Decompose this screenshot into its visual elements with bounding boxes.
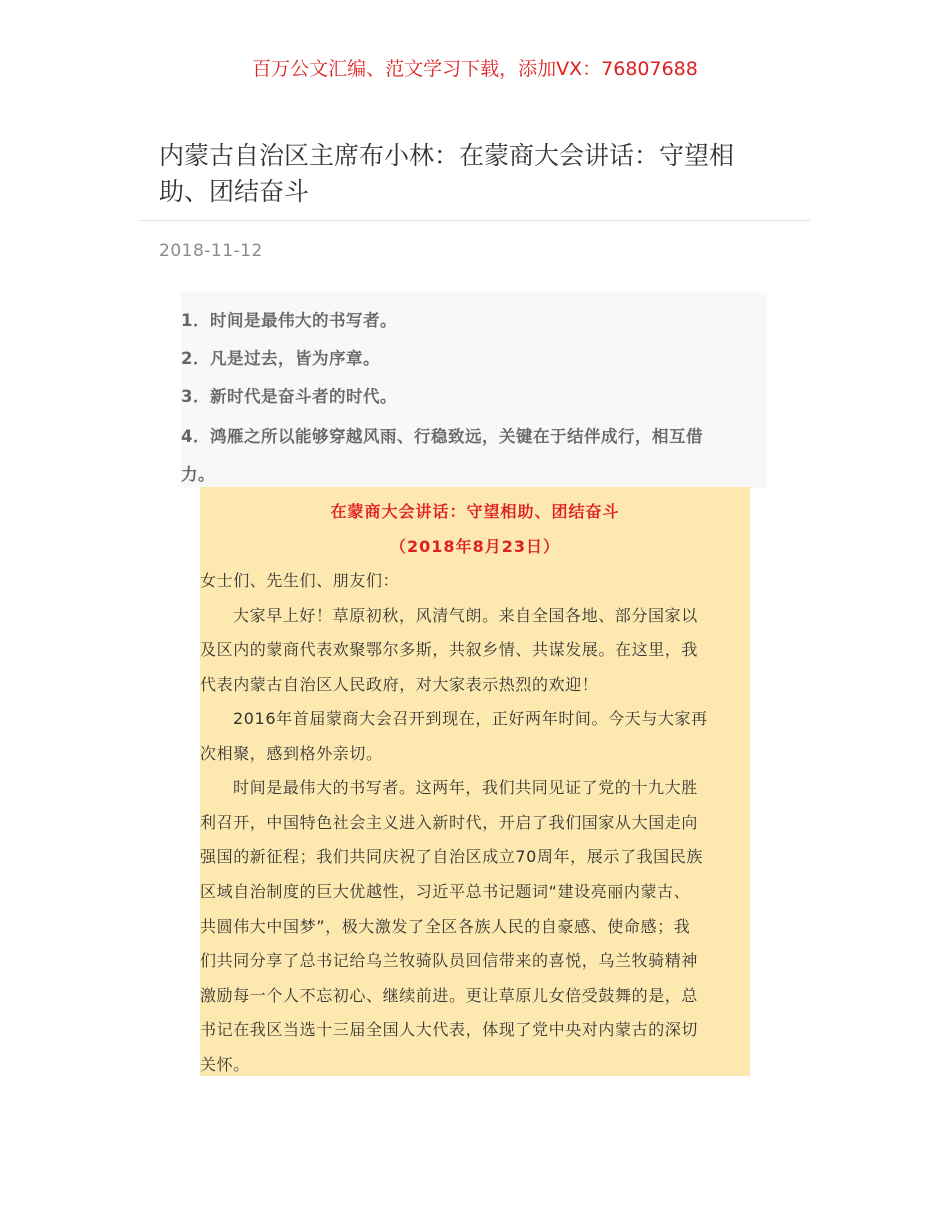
speech-title: 在蒙商大会讲话：守望相助、团结奋斗 bbox=[330, 502, 620, 521]
summary-item: 力。 bbox=[181, 465, 215, 484]
title-divider bbox=[140, 220, 810, 221]
speech-line: 代表内蒙古自治区人民政府，对大家表示热烈的欢迎！ bbox=[200, 675, 599, 694]
speech-line: 区域自治制度的巨大优越性，习近平总书记题词“建设亮丽内蒙古、 bbox=[200, 882, 691, 901]
article-date: 2018-11-12 bbox=[159, 241, 263, 261]
article-title: 内蒙古自治区主席布小林：在蒙商大会讲话：守望相助、团结奋斗 bbox=[159, 141, 735, 206]
speech-line: 书记在我区当选十三届全国人大代表，体现了党中央对内蒙古的深切 bbox=[200, 1020, 699, 1039]
summary-item: 4．鸿雁之所以能够穿越风雨、行稳致远，关键在于结伴成行，相互借 bbox=[181, 427, 703, 446]
speech-line: 共圆伟大中国梦”，极大激发了全区各族人民的自豪感、使命感；我 bbox=[200, 917, 691, 936]
speech-line: 次相聚，感到格外亲切。 bbox=[200, 744, 383, 763]
summary-item: 2．凡是过去，皆为序章。 bbox=[181, 349, 380, 368]
speech-line: 大家早上好！草原初秋，风清气朗。来自全国各地、部分国家以 bbox=[233, 606, 698, 625]
speech-line: 及区内的蒙商代表欢聚鄂尔多斯，共叙乡情、共谋发展。在这里，我 bbox=[200, 640, 699, 659]
speech-line: 关怀。 bbox=[200, 1055, 250, 1074]
speech-line: 2016年首届蒙商大会召开到现在，正好两年时间。今天与大家再 bbox=[233, 709, 708, 728]
speech-line: 激励每一个人不忘初心、继续前进。更让草原儿女倍受鼓舞的是，总 bbox=[200, 986, 699, 1005]
speech-line: 利召开，中国特色社会主义进入新时代，开启了我们国家从大国走向 bbox=[200, 813, 699, 832]
speech-line: 们共同分享了总书记给乌兰牧骑队员回信带来的喜悦，乌兰牧骑精神 bbox=[200, 951, 699, 970]
speech-date: （2018年8月23日） bbox=[390, 537, 560, 556]
speech-line: 强国的新征程；我们共同庆祝了自治区成立70周年，展示了我国民族 bbox=[200, 847, 703, 866]
watermark-contact: 百万公文汇编、范文学习下载，添加VX：76807688 bbox=[252, 58, 698, 80]
summary-item: 3．新时代是奋斗者的时代。 bbox=[181, 387, 397, 406]
speech-line: 时间是最伟大的书写者。这两年，我们共同见证了党的十九大胜 bbox=[233, 778, 698, 797]
speech-greeting: 女士们、先生们、朋友们： bbox=[200, 571, 400, 590]
summary-item: 1．时间是最伟大的书写者。 bbox=[181, 311, 397, 330]
